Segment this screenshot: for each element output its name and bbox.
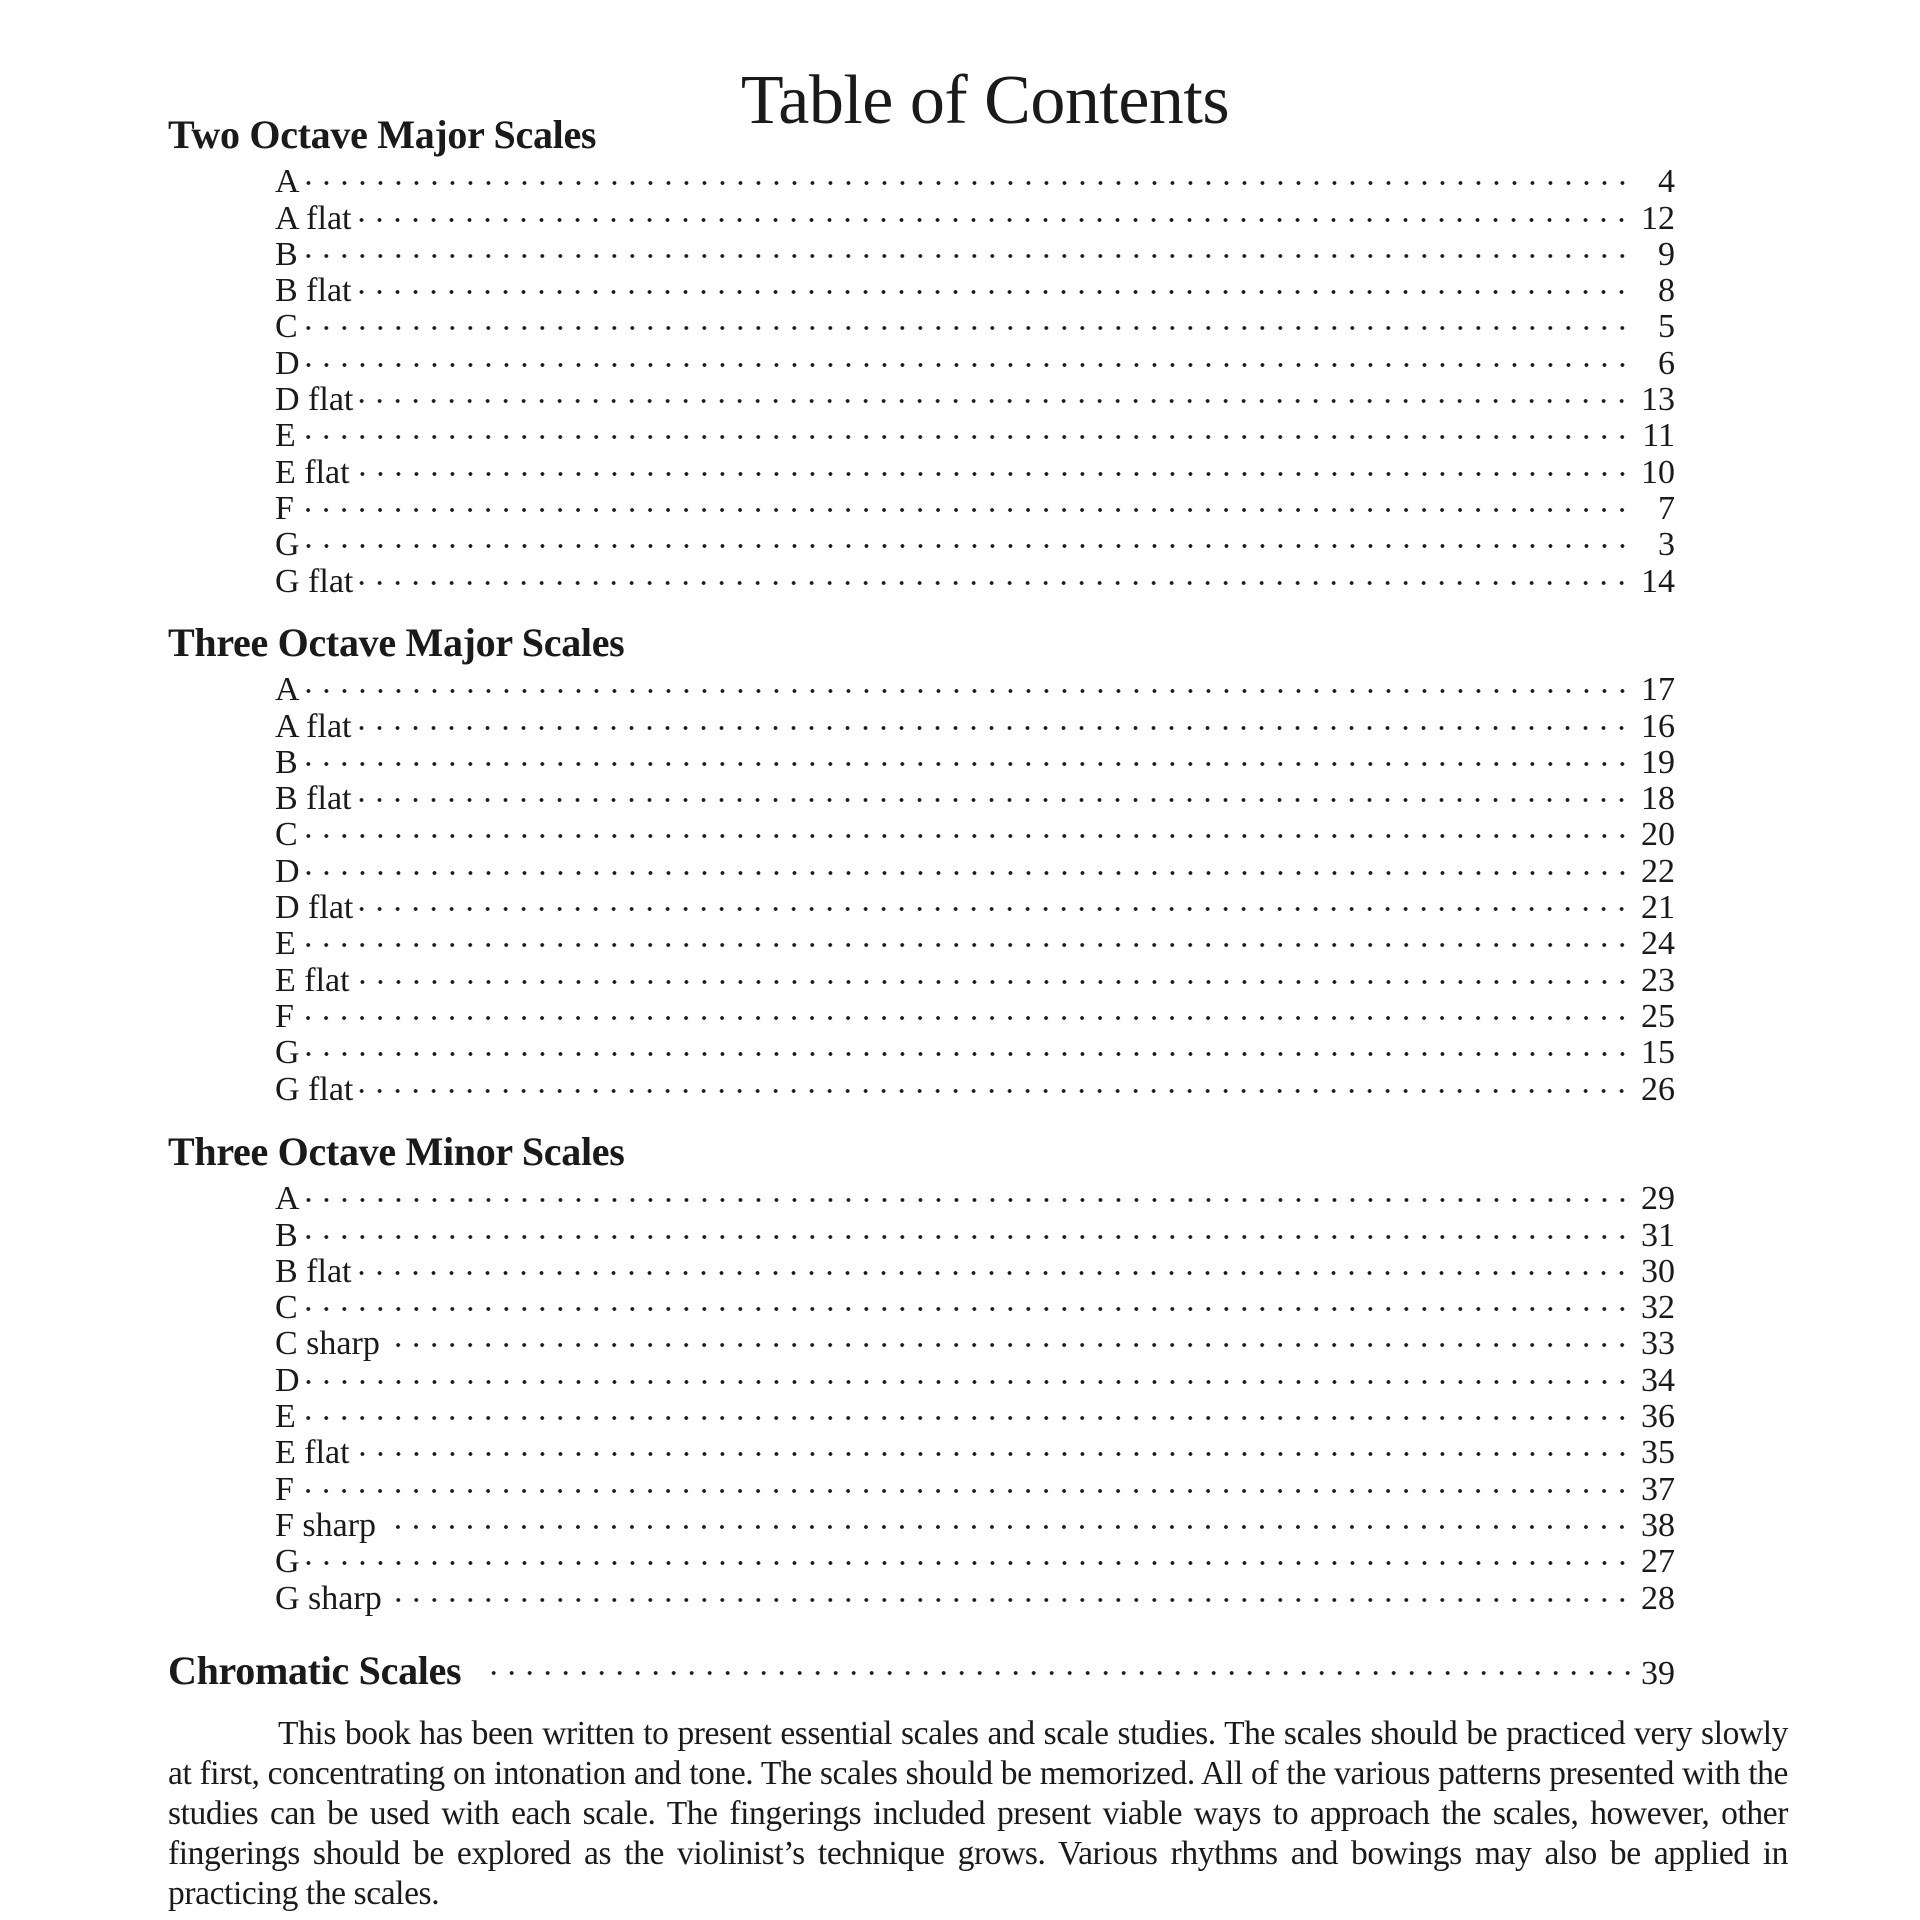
dot-leader — [353, 1246, 1631, 1282]
section-heading-three-octave-minor: Three Octave Minor Scales — [168, 1129, 625, 1174]
entry-page-number: 36 — [1641, 1398, 1675, 1436]
toc-entry[interactable] — [275, 700, 1675, 745]
dot-leader — [355, 1063, 1631, 1099]
dot-leader — [296, 991, 1631, 1027]
dot-leader — [302, 156, 1631, 192]
toc-list-two-octave-major — [275, 156, 1675, 600]
toc-entry[interactable] — [275, 446, 1675, 491]
entry-label: D flat — [275, 889, 354, 927]
entry-label: D — [275, 344, 300, 382]
entry-page-number: 38 — [1641, 1506, 1675, 1544]
dot-leader — [382, 1318, 1631, 1354]
entry-label: D — [275, 1361, 300, 1399]
toc-entry[interactable] — [275, 1427, 1675, 1472]
entry-label: C — [275, 308, 298, 346]
dot-leader — [302, 845, 1631, 881]
toc-entry[interactable] — [275, 1500, 1675, 1544]
entry-page-number: 11 — [1642, 417, 1675, 455]
toc-entry[interactable] — [275, 1536, 1675, 1581]
dot-leader — [352, 446, 1631, 482]
toc-entry[interactable] — [275, 1572, 1675, 1617]
entry-page-number: 14 — [1641, 562, 1675, 600]
entry-page-number: 9 — [1658, 235, 1675, 273]
intro-paragraph — [168, 1714, 1788, 1914]
dot-leader — [302, 664, 1631, 700]
toc-entry[interactable] — [275, 664, 1675, 709]
entry-page-number: 35 — [1641, 1434, 1675, 1472]
dot-leader — [298, 918, 1631, 954]
entry-label: C — [275, 816, 298, 854]
entry-label: A — [275, 1180, 300, 1218]
entry-label: A — [275, 671, 300, 709]
dot-leader — [355, 555, 1631, 591]
toc-entry[interactable] — [275, 337, 1675, 382]
dot-leader — [355, 374, 1631, 410]
toc-list-three-octave-major — [275, 664, 1675, 1108]
entry-label: G — [275, 526, 300, 564]
entry-page-number: 15 — [1641, 1034, 1675, 1072]
entry-label: E flat — [275, 1434, 350, 1472]
entry-label: G sharp — [275, 1579, 382, 1617]
dot-leader — [384, 1572, 1631, 1608]
dot-leader — [300, 1209, 1631, 1245]
entry-page-number: 20 — [1641, 816, 1675, 854]
entry-label: G — [275, 1543, 300, 1581]
dot-leader — [296, 1463, 1631, 1499]
entry-page-number: 6 — [1658, 344, 1675, 382]
entry-page-number: 12 — [1641, 199, 1675, 237]
entry-page-number: 10 — [1641, 453, 1675, 491]
dot-leader — [353, 192, 1631, 228]
dot-leader — [302, 1536, 1631, 1572]
toc-entry[interactable] — [275, 229, 1675, 273]
entry-page-number: 31 — [1641, 1216, 1675, 1254]
dot-leader — [302, 1173, 1631, 1209]
toc-entry[interactable] — [275, 845, 1675, 890]
entry-page-number: 5 — [1658, 308, 1675, 346]
section-heading-two-octave-major: Two Octave Major Scales — [168, 112, 597, 157]
entry-page-number: 22 — [1641, 852, 1675, 890]
toc-entry[interactable] — [275, 737, 1675, 781]
entry-label: D flat — [275, 381, 354, 419]
toc-entry[interactable] — [275, 1027, 1675, 1072]
entry-label: F — [275, 997, 294, 1035]
dot-leader — [300, 737, 1631, 773]
entry-page-number: 33 — [1641, 1325, 1675, 1363]
entry-label: C — [275, 1289, 298, 1327]
toc-entry[interactable] — [275, 1354, 1675, 1399]
entry-page-number: 26 — [1641, 1070, 1675, 1108]
entry-label: G flat — [275, 1070, 354, 1108]
entry-label: B flat — [275, 1252, 352, 1290]
entry-page-number: 19 — [1641, 743, 1675, 781]
entry-label: F — [275, 1470, 294, 1508]
toc-entry[interactable] — [275, 954, 1675, 999]
dot-leader — [300, 1282, 1631, 1318]
toc-entry[interactable] — [275, 1063, 1675, 1108]
chromatic-scales-label: Chromatic Scales — [168, 1648, 462, 1693]
entry-label: E — [275, 417, 296, 455]
toc-entry[interactable] — [275, 265, 1675, 310]
toc-entry[interactable] — [275, 519, 1675, 564]
entry-page-number: 8 — [1658, 272, 1675, 310]
dot-leader — [353, 700, 1631, 736]
toc-entry[interactable] — [275, 374, 1675, 419]
toc-entry-chromatic-scales[interactable] — [168, 1640, 1675, 1693]
entry-label: E — [275, 925, 296, 963]
dot-leader — [300, 809, 1631, 845]
toc-entry[interactable] — [275, 156, 1675, 201]
entry-label: G — [275, 1034, 300, 1072]
dot-leader — [353, 265, 1631, 301]
toc-entry[interactable] — [275, 1463, 1675, 1508]
entry-page-number: 23 — [1641, 961, 1675, 999]
dot-leader — [302, 1027, 1631, 1063]
entry-label: G flat — [275, 562, 354, 600]
toc-entry[interactable] — [275, 918, 1675, 963]
toc-entry[interactable] — [275, 1246, 1675, 1290]
toc-entry[interactable] — [275, 555, 1675, 600]
dot-leader — [300, 301, 1631, 337]
entry-page-number: 21 — [1641, 889, 1675, 927]
dot-leader — [352, 1427, 1631, 1463]
entry-label: B — [275, 1216, 298, 1254]
entry-page-number: 13 — [1641, 381, 1675, 419]
entry-page-number: 25 — [1641, 997, 1675, 1035]
dot-leader — [296, 483, 1631, 519]
toc-list-three-octave-minor — [275, 1173, 1675, 1617]
chromatic-scales-page-number: 39 — [1641, 1655, 1675, 1692]
entry-page-number: 3 — [1658, 526, 1675, 564]
page-title: Table of Contents — [740, 61, 1230, 139]
toc-entry[interactable] — [275, 1173, 1675, 1218]
toc-entry[interactable] — [275, 410, 1675, 455]
entry-label: B flat — [275, 780, 352, 818]
entry-page-number: 30 — [1641, 1252, 1675, 1290]
entry-label: F — [275, 489, 294, 527]
toc-entry[interactable] — [275, 882, 1675, 927]
entry-page-number: 18 — [1641, 780, 1675, 818]
toc-entry[interactable] — [275, 301, 1675, 346]
toc-entry[interactable] — [275, 991, 1675, 1035]
entry-page-number: 24 — [1641, 925, 1675, 963]
dot-leader — [353, 773, 1631, 809]
entry-label: B flat — [275, 272, 352, 310]
toc-entry[interactable] — [275, 773, 1675, 818]
dot-leader — [302, 337, 1631, 373]
entry-page-number: 32 — [1641, 1289, 1675, 1327]
entry-page-number: 7 — [1658, 489, 1675, 527]
entry-label: C sharp — [275, 1325, 380, 1363]
entry-page-number: 37 — [1641, 1470, 1675, 1508]
entry-label: A — [275, 163, 300, 201]
entry-page-number: 27 — [1641, 1543, 1675, 1581]
dot-leader — [302, 1354, 1631, 1390]
entry-page-number: 28 — [1641, 1579, 1675, 1617]
entry-label: A flat — [275, 707, 352, 745]
toc-entry[interactable] — [275, 1209, 1675, 1254]
toc-entry[interactable] — [275, 1282, 1675, 1327]
dot-leader — [355, 882, 1631, 918]
intro-text: This book has been written to present essential scales and scale studies. The scales should be practiced very slowly at first, concentrating on intonation and tone. The scales should be memorized. All of the various patterns presented with the studies can be used with each scale. The fingerings included present viable ways to approach the scales, however, other fingerings should be explored as the violinist’s technique grows. Various rhythms and bowings may also be applied in practicing the scales. — [168, 1715, 1788, 1912]
entry-page-number: 29 — [1641, 1180, 1675, 1218]
dot-leader — [298, 1391, 1631, 1427]
dot-leader — [352, 954, 1631, 990]
entry-label: B — [275, 235, 298, 273]
dot-leader — [302, 519, 1631, 555]
toc-entry[interactable] — [275, 483, 1675, 527]
entry-label: E flat — [275, 961, 350, 999]
dot-leader — [298, 410, 1631, 446]
section-heading-three-octave-major: Three Octave Major Scales — [168, 620, 625, 665]
entry-page-number: 4 — [1658, 163, 1675, 201]
entry-page-number: 16 — [1641, 707, 1675, 745]
entry-label: E flat — [275, 453, 350, 491]
entry-label: D — [275, 852, 300, 890]
entry-label: E — [275, 1398, 296, 1436]
dot-leader — [479, 1640, 1637, 1684]
entry-page-number: 34 — [1641, 1361, 1675, 1399]
dot-leader — [378, 1500, 1631, 1536]
entry-page-number: 17 — [1641, 671, 1675, 709]
toc-entry[interactable] — [275, 1318, 1675, 1363]
entry-label: A flat — [275, 199, 352, 237]
toc-entry[interactable] — [275, 809, 1675, 854]
toc-entry[interactable] — [275, 192, 1675, 237]
toc-entry[interactable] — [275, 1391, 1675, 1436]
dot-leader — [300, 229, 1631, 265]
entry-label: F sharp — [275, 1506, 377, 1544]
entry-label: B — [275, 743, 298, 781]
